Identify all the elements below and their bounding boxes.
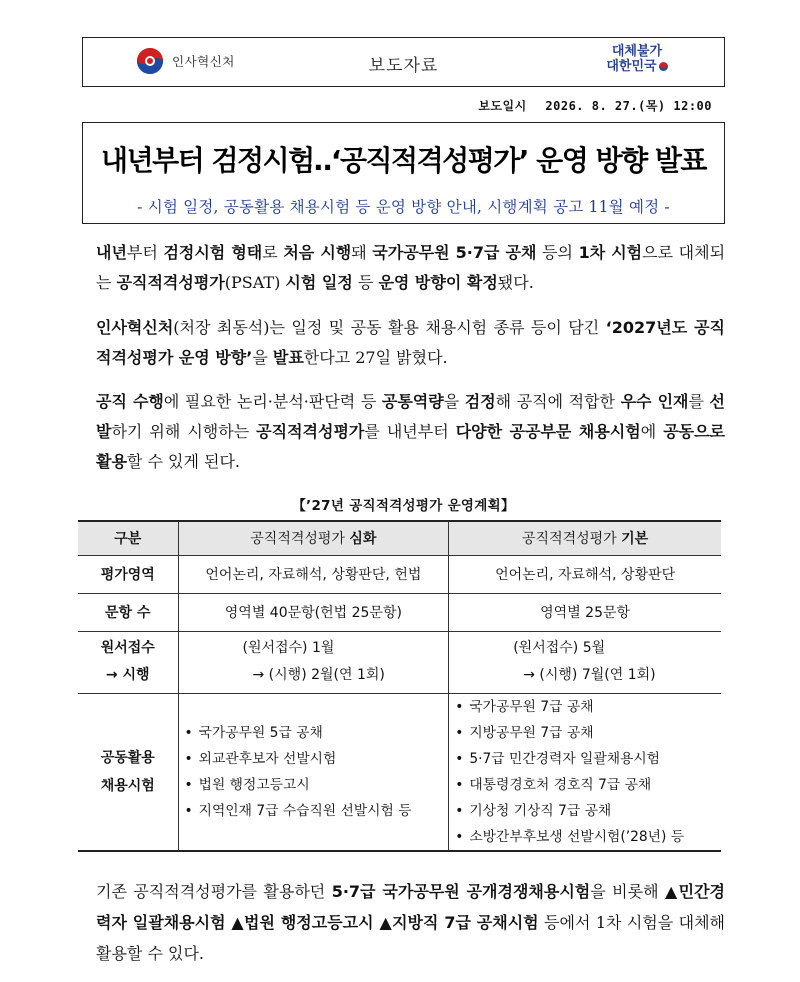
text-segment: 5·7급 국가공무원 공개경쟁채용시험 — [331, 882, 591, 901]
text-segment: 한다고 27일 밝혔다. — [303, 348, 448, 367]
cell-shared-basic — [449, 693, 721, 851]
list-item: • 지방공무원 7급 공채 — [455, 720, 721, 746]
slogan-line1: 대체불가 — [611, 44, 663, 59]
list-item: • 지역인재 7급 수습직원 선발시험 등 — [185, 798, 449, 824]
text-segment: 1차 시험 — [578, 243, 643, 262]
text-segment: 내년 — [96, 243, 127, 262]
list-item: • 국가공무원 7급 공채 — [455, 694, 721, 720]
text-segment: 공동으로 활용 — [96, 422, 726, 471]
header-advanced: 공직적격성평가 심화 — [178, 521, 449, 555]
text-segment: 을 — [252, 348, 273, 367]
list-item: • 5·7급 민간경력자 일괄채용시험 — [455, 746, 721, 772]
cell-shared-advanced — [178, 693, 449, 851]
table-row — [78, 593, 721, 631]
shared-exams-advanced-list — [179, 720, 449, 824]
taegeuk-dot-icon — [659, 62, 668, 71]
list-item: • 외교관후보자 선발시험 — [185, 746, 449, 772]
text-segment: 공통역량 — [381, 392, 444, 411]
text-segment: 에 필요한 논리·분석·판단력 등 — [163, 392, 382, 411]
headline-box — [82, 122, 725, 224]
operation-plan-table — [78, 520, 721, 852]
list-item: • 법원 행정고등고시 — [185, 772, 449, 798]
row-label-schedule: 원서접수 → 시행 — [78, 631, 178, 693]
press-header — [82, 37, 725, 87]
text-segment: 다양한 공공부문 채용시험 — [455, 422, 641, 441]
list-item: • 기상청 기상직 7급 공채 — [455, 798, 721, 824]
text-segment: 를 내년부터 — [364, 422, 456, 441]
release-value: 2026. 8. 27.(목) 12:00 — [545, 99, 712, 113]
text-segment: (처장 최동석)는 일정 및 공동 활용 채용시험 종류 등이 담긴 — [173, 318, 606, 337]
row-label-count: 문항 수 — [78, 593, 178, 631]
header-basic: 공직적격성평가 기본 — [449, 521, 721, 555]
text-segment: 기존 공직적격성평가를 활용하던 — [96, 882, 332, 901]
cell-schedule-basic: (원서접수) 5월 → (시행) 7월(연 1회) — [449, 631, 721, 693]
text-segment: 공직적격성평가 — [116, 273, 225, 292]
cell-area-basic: 언어논리, 자료해석, 상황판단 — [449, 555, 721, 593]
text-segment: 으로 대체되는 — [96, 243, 726, 292]
list-item: • 대통령경호처 경호직 7급 공채 — [455, 772, 721, 798]
text-segment: 부터 — [126, 243, 164, 262]
text-segment: 할 수 있게 된다. — [126, 452, 241, 471]
list-item: • 소방간부후보생 선발시험(’28년) 등 — [455, 824, 721, 850]
text-segment: 검정시험 형태 — [163, 243, 263, 262]
text-segment: 발표 — [272, 348, 304, 367]
text-segment: 을 — [443, 392, 465, 411]
cell-count-advanced: 영역별 40문항(헌법 25문항) — [178, 593, 449, 631]
paragraph-1 — [82, 238, 725, 298]
row-label-area: 평가영역 — [78, 555, 178, 593]
text-segment: 하기 위해 시행하는 — [111, 422, 257, 441]
text-segment: ▲민간경력자 일괄채용시험 ▲법원 행정고등고시 ▲지방직 7급 공채시험 — [96, 882, 725, 932]
text-segment: 운영 방향이 확정 — [378, 273, 498, 292]
shared-exams-basic-list — [449, 694, 721, 850]
paragraph-3 — [82, 387, 725, 477]
text-segment: 처음 시행 — [283, 243, 352, 262]
text-segment: 됐다. — [497, 273, 534, 292]
text-segment: 등의 — [536, 243, 579, 262]
text-segment: 인사혁신처 — [96, 318, 174, 337]
main-headline: 내년부터 검정시험‥‘공직적격성평가’ 운영 방향 발표 — [101, 144, 706, 177]
paragraph-2 — [82, 313, 725, 373]
header-category: 구분 — [78, 521, 178, 555]
national-slogan-logo — [602, 44, 672, 74]
text-segment: 로 — [262, 243, 284, 262]
release-label: 보도일시 — [478, 99, 527, 113]
cell-area-advanced: 언어논리, 자료해석, 상황판단, 헌법 — [178, 555, 449, 593]
text-segment: 우수 인재 — [620, 392, 689, 411]
text-segment: 시험 일정 — [285, 273, 353, 292]
text-segment: 에 — [640, 422, 664, 441]
release-datetime — [478, 97, 712, 114]
slogan-line2: 대한민국 — [602, 59, 672, 74]
table-header-row — [78, 521, 721, 555]
table-title: 【’27년 공직적격성평가 운영계획】 — [292, 498, 515, 514]
agency-name: 인사혁신처 — [172, 54, 235, 69]
press-release-label: 보도자료 — [368, 56, 439, 76]
text-segment: 공직 수행 — [96, 392, 164, 411]
cell-schedule-advanced: (원서접수) 1월 → (시행) 2월(연 1회) — [178, 631, 449, 693]
text-segment: 선발 — [96, 392, 725, 441]
row-label-shared: 공동활용 채용시험 — [78, 693, 178, 851]
paragraph-4 — [82, 876, 725, 969]
text-segment: 국가공무원 5·7급 공채 — [372, 243, 537, 262]
text-segment: 를 — [688, 392, 710, 411]
text-segment: 을 비롯해 — [590, 882, 665, 901]
table-row — [78, 631, 721, 693]
text-segment: ‘2027년도 공직적격성평가 운영 방향’ — [96, 318, 725, 367]
text-segment: 등에서 1차 시험을 대체해 활용할 수 있다. — [96, 913, 725, 963]
text-segment: 등 — [352, 273, 379, 292]
table-row — [78, 555, 721, 593]
table-row — [78, 693, 721, 851]
sub-headline: - 시험 일정, 공동활용 채용시험 등 운영 방향 안내, 시행계획 공고 11월 예정 - — [137, 198, 670, 216]
text-segment: 검정 — [464, 392, 496, 411]
text-segment: 해 공직에 적합한 — [495, 392, 621, 411]
text-segment: 공직적격성평가 — [256, 422, 365, 441]
cell-count-basic: 영역별 25문항 — [449, 593, 721, 631]
text-segment: (PSAT) — [224, 273, 286, 292]
list-item: • 국가공무원 5급 공채 — [185, 720, 449, 746]
text-segment: 돼 — [351, 243, 373, 262]
